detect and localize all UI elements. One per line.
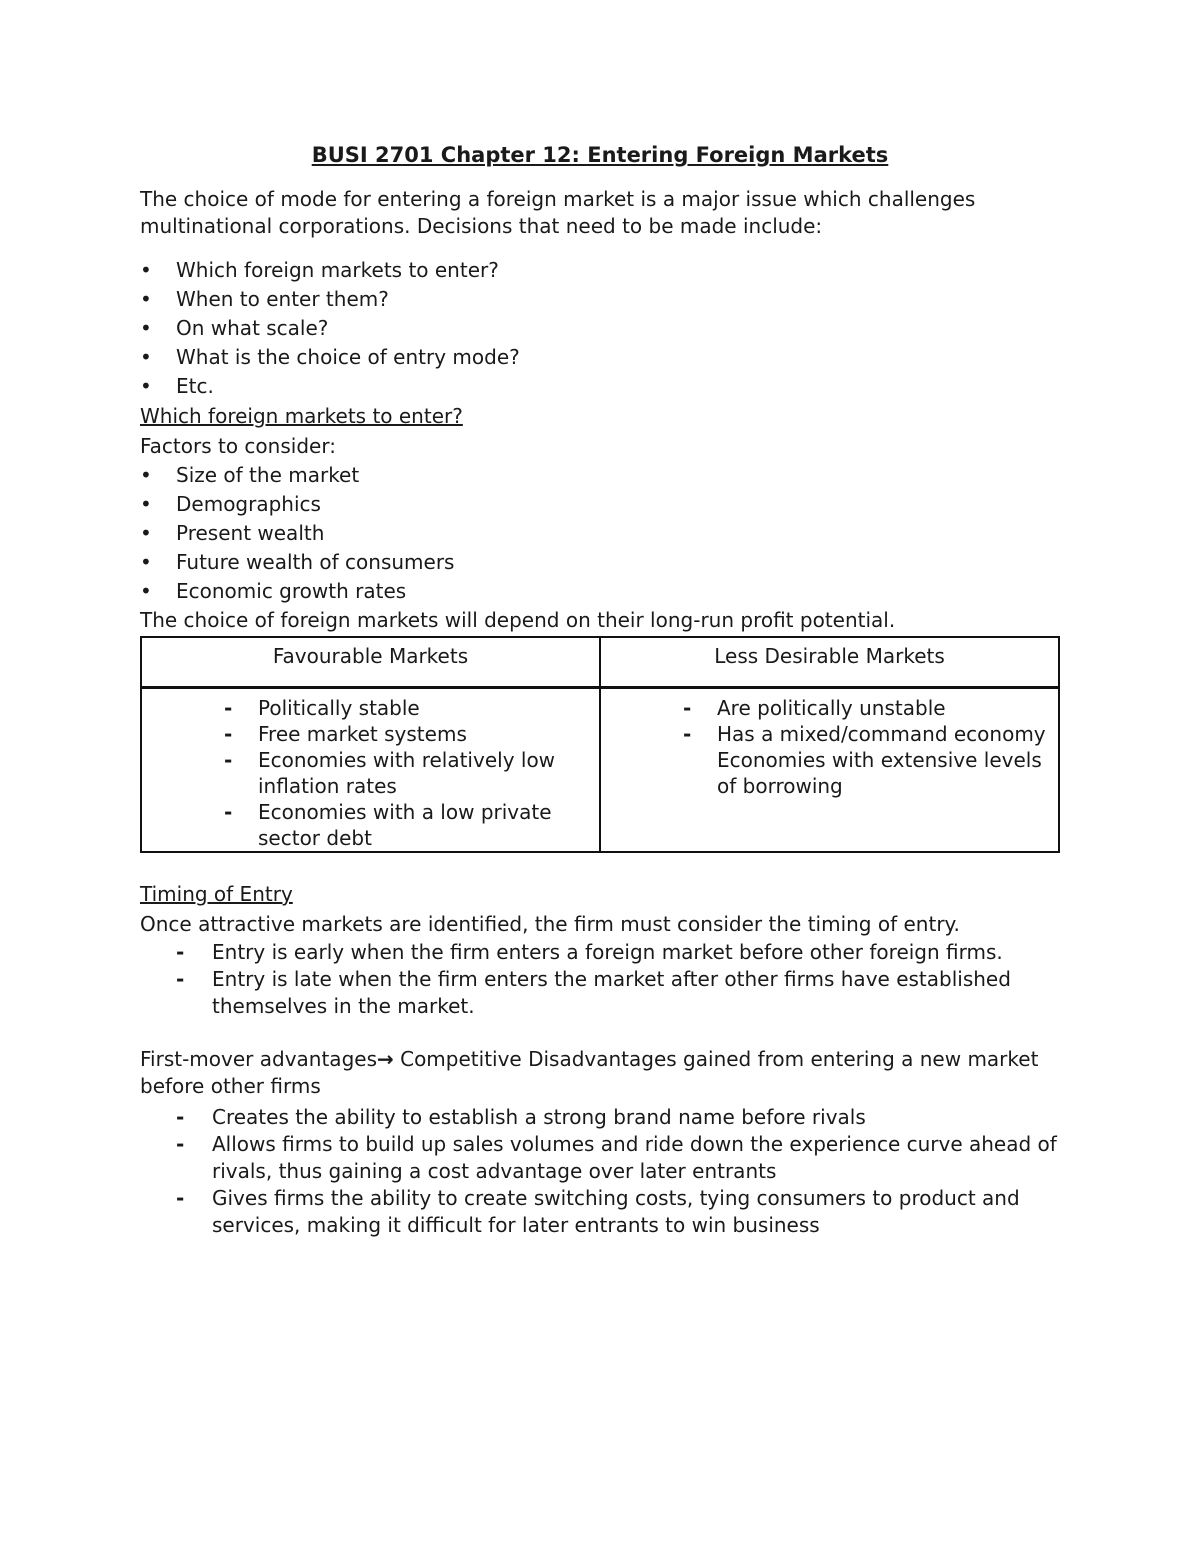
dash-mark: - xyxy=(176,1105,185,1129)
timing-intro: Once attractive markets are identified, the firm must consider the timing of entry. xyxy=(140,912,960,936)
less-desirable-header: Less Desirable Markets xyxy=(600,637,1059,688)
favourable-header: Favourable Markets xyxy=(141,637,600,688)
dash-mark: - xyxy=(176,940,185,964)
list-item: - Creates the ability to establish a strong brand name before rivals xyxy=(176,1105,866,1129)
dash-mark: - xyxy=(224,722,233,746)
dash-mark: - xyxy=(176,1132,185,1156)
dash-mark: - xyxy=(683,696,692,720)
dash-mark: - xyxy=(224,800,233,824)
dash-mark: - xyxy=(176,1186,185,1210)
list-item: - Allows firms to build up sales volumes and ride down the experience curve ahead of rivals, thus gaining a cost advantage over later entrants xyxy=(176,1132,1057,1183)
timing-list xyxy=(140,939,1060,1020)
list-item: - Politically stable xyxy=(224,696,420,720)
document-content xyxy=(140,140,1060,1239)
list-item: • When to enter them? xyxy=(140,285,1060,314)
first-mover-intro: First-mover advantages→ Competitive Disadvantages gained from entering a new market before other firms xyxy=(140,1047,1039,1098)
list-item: • Size of the market xyxy=(140,461,1060,490)
bullet-mark: • xyxy=(140,492,152,516)
list-item: • Future wealth of consumers xyxy=(140,548,1060,577)
dash-mark: - xyxy=(683,722,692,746)
bullet-mark: • xyxy=(140,316,152,340)
table-intro: The choice of foreign markets will depend on their long-run profit potential. xyxy=(140,608,896,632)
bullet-mark: • xyxy=(140,463,152,487)
list-item: - Gives firms the ability to create switching costs, tying consumers to product and services, making it difficult for later entrants to win business xyxy=(176,1186,1020,1237)
factors-intro: Factors to consider: xyxy=(140,434,336,458)
first-mover-list xyxy=(140,1104,1060,1239)
bullet-mark: • xyxy=(140,579,152,603)
markets-heading: Which foreign markets to enter? xyxy=(140,404,463,428)
list-item: • Demographics xyxy=(140,490,1060,519)
table-header-row xyxy=(141,637,1059,688)
list-item: - Has a mixed/command economy Economies with extensive levels of borrowing xyxy=(683,722,1046,798)
dash-mark: - xyxy=(176,967,185,991)
decisions-list xyxy=(140,256,1060,401)
list-item: - Entry is early when the firm enters a foreign market before other foreign firms. xyxy=(176,940,1003,964)
markets-table xyxy=(140,636,1060,853)
factors-list xyxy=(140,461,1060,606)
bullet-mark: • xyxy=(140,287,152,311)
list-item: • What is the choice of entry mode? xyxy=(140,343,1060,372)
table-row xyxy=(141,688,1059,853)
less-desirable-cell xyxy=(600,688,1059,853)
list-item: • Present wealth xyxy=(140,519,1060,548)
bullet-mark: • xyxy=(140,374,152,398)
list-item: - Economies with relatively low inflation rates xyxy=(224,748,556,798)
list-item: - Are politically unstable xyxy=(683,696,946,720)
dash-mark: - xyxy=(224,748,233,772)
arrow-right-icon: → xyxy=(376,1047,394,1071)
document-title: BUSI 2701 Chapter 12: Entering Foreign Markets xyxy=(311,143,889,167)
list-item: - Entry is late when the firm enters the market after other firms have established themselves in the market. xyxy=(176,967,1011,1018)
list-item: - Economies with a low private sector debt xyxy=(224,800,552,850)
bullet-mark: • xyxy=(140,550,152,574)
list-item: • Which foreign markets to enter? xyxy=(140,256,1060,285)
less-desirable-list xyxy=(601,695,1058,799)
list-item: • On what scale? xyxy=(140,314,1060,343)
bullet-mark: • xyxy=(140,345,152,369)
list-item: • Economic growth rates xyxy=(140,577,1060,606)
bullet-mark: • xyxy=(140,521,152,545)
intro-paragraph: The choice of mode for entering a foreign market is a major issue which challenges multinational corporations. Decisions that need to be made include: xyxy=(140,187,976,238)
favourable-list xyxy=(142,695,599,851)
favourable-cell xyxy=(141,688,600,853)
bullet-mark: • xyxy=(140,258,152,282)
dash-mark: - xyxy=(224,696,233,720)
list-item: - Free market systems xyxy=(224,722,467,746)
list-item: • Etc. xyxy=(140,372,1060,401)
timing-heading: Timing of Entry xyxy=(140,882,293,906)
